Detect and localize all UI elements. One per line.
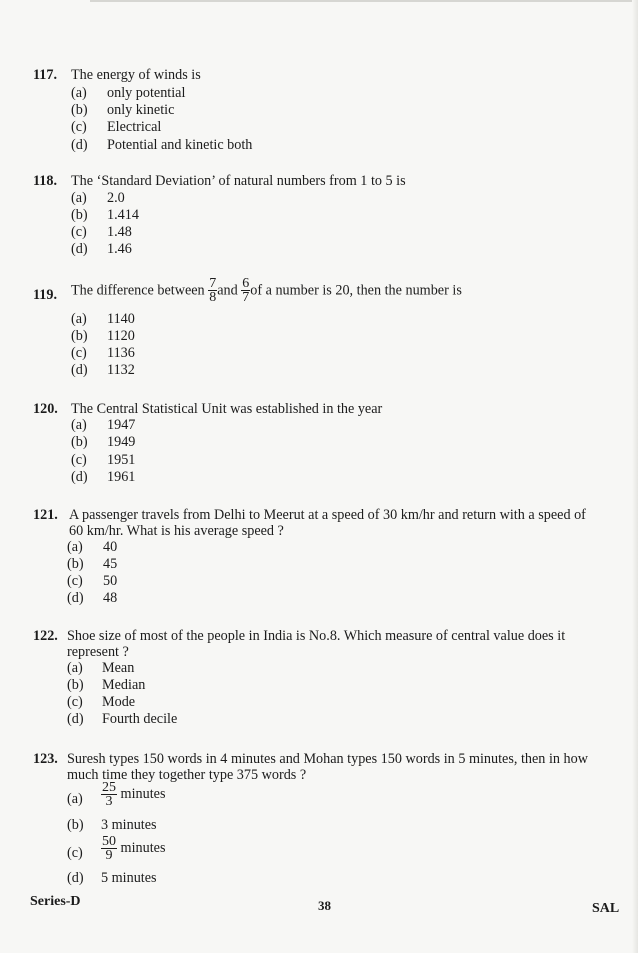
- fraction-6-7: $\frac{6}{7}$: [242, 276, 250, 305]
- page-edge-shadow: [90, 0, 638, 2]
- question-text-line2: 60 km/hr. What is his average speed ?: [69, 523, 284, 539]
- question-number: 123.: [33, 751, 58, 767]
- question-121: 121. A passenger travels from Delhi to Meerut at a speed of 30 km/hr and return with a speed of 60 km/hr. What is his average speed ? (a) 40 (b) 45 (c) 50 (d) 48: [33, 507, 586, 606]
- fraction-50-9: $\frac{50}{9}$: [102, 834, 116, 863]
- question-text-line2: much time they together type 375 words ?: [67, 767, 307, 783]
- question-number: 121.: [33, 507, 58, 523]
- question-119: 119. The difference between $\frac{7}{8}$ and $\frac{6}{7}$ of a number is 20, then the number is (a) 1140 (b) 1120 (c) 1136 (d) 1132: [33, 276, 462, 378]
- question-text: Shoe size of most of the people in India is No.8. Which measure of central value does it: [67, 628, 566, 644]
- footer-series: Series-D: [30, 894, 81, 909]
- fraction-25-3: $\frac{25}{3}$: [102, 780, 116, 809]
- page-number: 38: [318, 898, 331, 913]
- question-number: 118.: [33, 173, 58, 189]
- question-text-line2: represent ?: [67, 644, 129, 660]
- question-118: 118. The ‘Standard Deviation’ of natural numbers from 1 to 5 is (a) 2.0 (b) 1.414 (c) 1.48 (d) 1.46: [33, 173, 406, 257]
- question-text: Suresh types 150 words in 4 minutes and Mohan types 150 words in 5 minutes, then in how: [67, 751, 588, 767]
- question-number: 117.: [33, 67, 58, 83]
- question-120: 120. The Central Statistical Unit was established in the year (a) 1947 (b) 1949 (c) 1951 (d) 1961: [33, 401, 383, 485]
- fraction-7-8: $\frac{7}{8}$: [209, 276, 217, 305]
- question-122: 122. Shoe size of most of the people in India is No.8. Which measure of central value does it represent ? (a) Mean (b) Median (c) Mode (d) Fourth decile: [33, 628, 566, 727]
- question-117: 117. The energy of winds is (a) only potential (b) only kinetic (c) Electrical (d) Potential and kinetic both: [33, 67, 253, 153]
- question-123: 123. Suresh types 150 words in 4 minutes and Mohan types 150 words in 5 minutes, then in how much time they together type 375 words ? (a) $\frac{25}{3}$ minutes (b) 3 minutes (c) $\frac{50}{9}$ minutes (d) 5 minutes: [33, 751, 588, 886]
- question-number: 122.: [33, 628, 58, 644]
- question-text: The energy of winds is: [71, 67, 201, 83]
- question-text: The ‘Standard Deviation’ of natural numbers from 1 to 5 is: [71, 173, 406, 189]
- question-text: The Central Statistical Unit was established in the year: [71, 401, 383, 417]
- footer-code: SAL: [592, 901, 620, 916]
- question-number: 120.: [33, 401, 58, 417]
- question-number: 119.: [33, 287, 58, 303]
- question-text: The difference between $\frac{7}{8}$ and $\frac{6}{7}$ of a number is 20, then the number is: [71, 276, 462, 305]
- question-text: A passenger travels from Delhi to Meerut at a speed of 30 km/hr and return with a speed of: [69, 507, 586, 523]
